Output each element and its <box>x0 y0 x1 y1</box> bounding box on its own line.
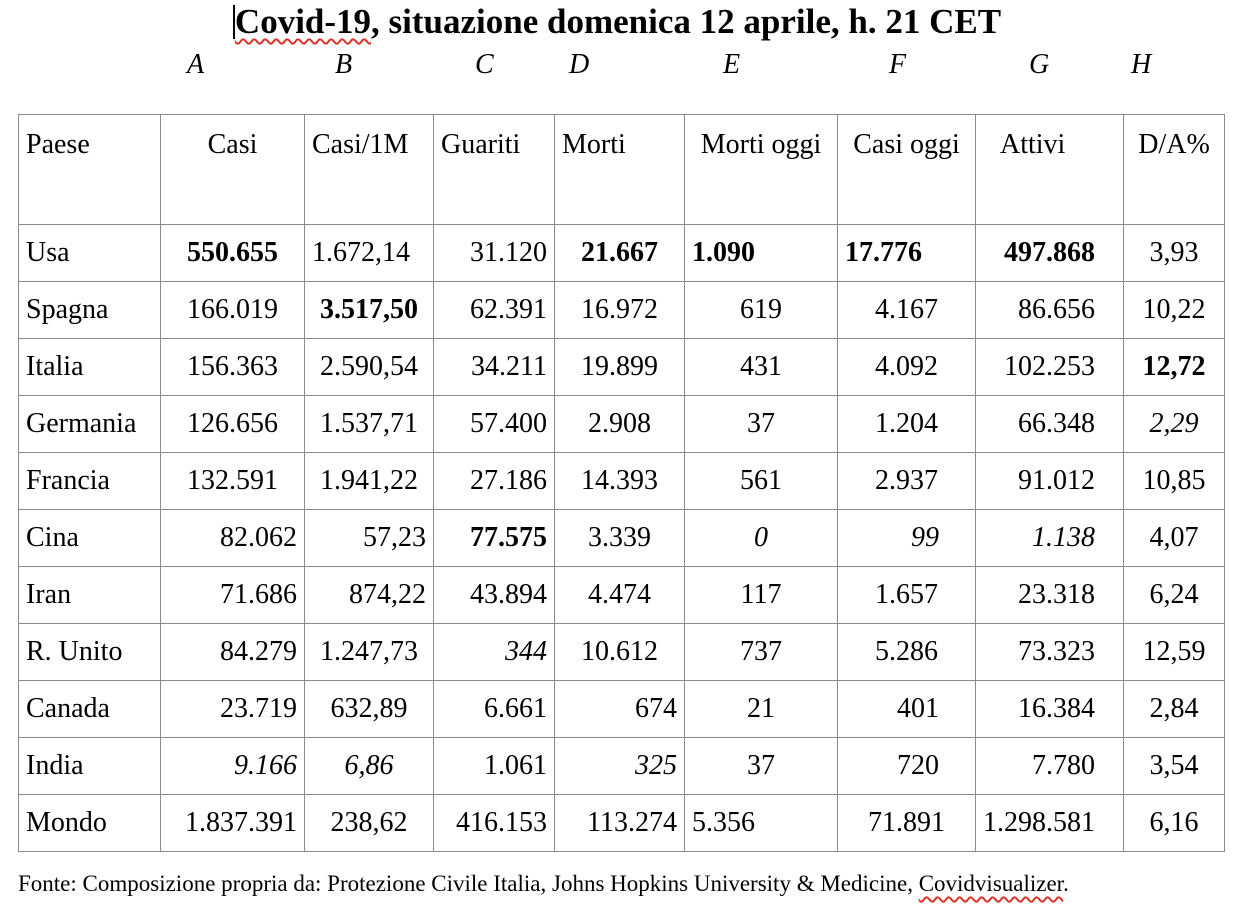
cell-guariti: 344 <box>434 624 555 681</box>
cell-casi-oggi: 2.937 <box>838 453 976 510</box>
table-row <box>19 396 1225 453</box>
column-letter-f: F <box>889 49 907 80</box>
cell-morti: 113.274 <box>555 795 685 852</box>
cell-casi-oggi: 401 <box>838 681 976 738</box>
cell-morti: 3.339 <box>555 510 685 567</box>
cell-casi-per-milione: 238,62 <box>305 795 434 852</box>
column-letter-h: H <box>1131 49 1152 80</box>
cell-attivi: 7.780 <box>976 738 1124 795</box>
cell-morti: 19.899 <box>555 339 685 396</box>
table-row <box>19 567 1225 624</box>
cell-casi: 71.686 <box>161 567 305 624</box>
cell-guariti: 77.575 <box>434 510 555 567</box>
cell-casi-oggi: 4.167 <box>838 282 976 339</box>
table-row <box>19 681 1225 738</box>
cell-da-percent: 3,54 <box>1124 738 1225 795</box>
cell-paese: India <box>19 738 161 795</box>
cell-morti: 14.393 <box>555 453 685 510</box>
cell-attivi: 497.868 <box>976 225 1124 282</box>
header-casi: Casi <box>161 115 305 225</box>
source-text: Fonte: Composizione propria da: Protezione Civile Italia, Johns Hopkins University & Medicine, <box>18 871 919 896</box>
cell-attivi: 73.323 <box>976 624 1124 681</box>
cell-attivi: 91.012 <box>976 453 1124 510</box>
cell-morti: 2.908 <box>555 396 685 453</box>
cell-casi-oggi: 4.092 <box>838 339 976 396</box>
cell-casi: 82.062 <box>161 510 305 567</box>
cell-morti-oggi: 619 <box>685 282 838 339</box>
cell-casi: 1.837.391 <box>161 795 305 852</box>
cell-casi-oggi: 5.286 <box>838 624 976 681</box>
cell-da-percent: 10,85 <box>1124 453 1225 510</box>
table-row <box>19 282 1225 339</box>
cell-paese: Germania <box>19 396 161 453</box>
cell-morti-oggi: 37 <box>685 738 838 795</box>
header-morti-oggi: Morti oggi <box>685 115 838 225</box>
cell-da-percent: 12,72 <box>1124 339 1225 396</box>
header-casi-per-milione: Casi/1M <box>305 115 434 225</box>
cell-attivi: 1.138 <box>976 510 1124 567</box>
cell-morti-oggi: 737 <box>685 624 838 681</box>
cell-da-percent: 3,93 <box>1124 225 1225 282</box>
column-letter-d: D <box>569 49 590 80</box>
cell-morti: 10.612 <box>555 624 685 681</box>
header-da-percent: D/A% <box>1124 115 1225 225</box>
cell-casi-per-milione: 632,89 <box>305 681 434 738</box>
table-row <box>19 339 1225 396</box>
table-row <box>19 738 1225 795</box>
cell-da-percent: 2,84 <box>1124 681 1225 738</box>
cell-da-percent: 2,29 <box>1124 396 1225 453</box>
table-row <box>19 510 1225 567</box>
cell-guariti: 43.894 <box>434 567 555 624</box>
column-letter-b: B <box>335 49 353 80</box>
cell-casi-per-milione: 1.247,73 <box>305 624 434 681</box>
table-row <box>19 795 1225 852</box>
cell-morti-oggi: 21 <box>685 681 838 738</box>
title-text: , situazione domenica 12 aprile, h. 21 CET <box>371 2 1002 41</box>
cell-da-percent: 6,16 <box>1124 795 1225 852</box>
document-title <box>0 0 1234 44</box>
cell-casi-oggi: 720 <box>838 738 976 795</box>
cell-attivi: 16.384 <box>976 681 1124 738</box>
cell-casi: 132.591 <box>161 453 305 510</box>
title-spellcheck-word: Covid-19 <box>234 2 372 41</box>
cell-attivi: 23.318 <box>976 567 1124 624</box>
source-note <box>18 868 1069 900</box>
cell-casi-per-milione: 1.941,22 <box>305 453 434 510</box>
cell-casi-per-milione: 1.537,71 <box>305 396 434 453</box>
cell-casi-oggi: 17.776 <box>838 225 976 282</box>
cell-casi: 156.363 <box>161 339 305 396</box>
cell-morti-oggi: 561 <box>685 453 838 510</box>
cell-morti-oggi: 431 <box>685 339 838 396</box>
cell-morti-oggi: 0 <box>685 510 838 567</box>
cell-casi: 9.166 <box>161 738 305 795</box>
cell-paese: Spagna <box>19 282 161 339</box>
column-letter-e: E <box>723 49 741 80</box>
cell-casi-per-milione: 3.517,50 <box>305 282 434 339</box>
cell-da-percent: 12,59 <box>1124 624 1225 681</box>
cell-paese: Iran <box>19 567 161 624</box>
cell-paese: Usa <box>19 225 161 282</box>
cell-attivi: 86.656 <box>976 282 1124 339</box>
cell-da-percent: 10,22 <box>1124 282 1225 339</box>
cell-da-percent: 6,24 <box>1124 567 1225 624</box>
cell-guariti: 1.061 <box>434 738 555 795</box>
header-guariti: Guariti <box>434 115 555 225</box>
cell-morti: 21.667 <box>555 225 685 282</box>
cell-paese: Mondo <box>19 795 161 852</box>
cell-guariti: 6.661 <box>434 681 555 738</box>
cell-casi-per-milione: 2.590,54 <box>305 339 434 396</box>
cell-guariti: 27.186 <box>434 453 555 510</box>
table-row <box>19 624 1225 681</box>
cell-morti: 16.972 <box>555 282 685 339</box>
cell-guariti: 34.211 <box>434 339 555 396</box>
cell-casi-per-milione: 874,22 <box>305 567 434 624</box>
cell-casi: 23.719 <box>161 681 305 738</box>
cell-da-percent: 4,07 <box>1124 510 1225 567</box>
cell-paese: Italia <box>19 339 161 396</box>
table-row <box>19 453 1225 510</box>
cell-attivi: 1.298.581 <box>976 795 1124 852</box>
cell-morti-oggi: 37 <box>685 396 838 453</box>
cell-guariti: 62.391 <box>434 282 555 339</box>
cell-guariti: 416.153 <box>434 795 555 852</box>
header-casi-oggi: Casi oggi <box>838 115 976 225</box>
header-morti: Morti <box>555 115 685 225</box>
source-spellcheck-word: Covidvisualizer <box>918 871 1064 896</box>
header-paese: Paese <box>19 115 161 225</box>
cell-guariti: 57.400 <box>434 396 555 453</box>
cell-paese: Francia <box>19 453 161 510</box>
column-letter-c: C <box>475 49 494 80</box>
column-letter-g: G <box>1029 49 1050 80</box>
cell-paese: Canada <box>19 681 161 738</box>
cell-guariti: 31.120 <box>434 225 555 282</box>
cell-casi-oggi: 1.657 <box>838 567 976 624</box>
column-letter-a: A <box>187 49 205 80</box>
cell-paese: Cina <box>19 510 161 567</box>
cell-casi-oggi: 71.891 <box>838 795 976 852</box>
cell-morti: 674 <box>555 681 685 738</box>
cell-casi: 550.655 <box>161 225 305 282</box>
cell-casi-oggi: 99 <box>838 510 976 567</box>
cell-attivi: 66.348 <box>976 396 1124 453</box>
table-row <box>19 225 1225 282</box>
cell-casi-per-milione: 1.672,14 <box>305 225 434 282</box>
source-end: . <box>1063 871 1069 896</box>
cell-casi: 126.656 <box>161 396 305 453</box>
cell-attivi: 102.253 <box>976 339 1124 396</box>
cell-casi: 166.019 <box>161 282 305 339</box>
covid-table <box>18 114 1225 852</box>
header-attivi: Attivi <box>976 115 1124 225</box>
cell-morti-oggi: 5.356 <box>685 795 838 852</box>
cell-paese: R. Unito <box>19 624 161 681</box>
cell-casi-per-milione: 57,23 <box>305 510 434 567</box>
cell-morti-oggi: 117 <box>685 567 838 624</box>
cell-morti-oggi: 1.090 <box>685 225 838 282</box>
cell-morti: 325 <box>555 738 685 795</box>
cell-casi: 84.279 <box>161 624 305 681</box>
cell-casi-per-milione: 6,86 <box>305 738 434 795</box>
cell-casi-oggi: 1.204 <box>838 396 976 453</box>
cell-morti: 4.474 <box>555 567 685 624</box>
header-row <box>19 115 1225 225</box>
